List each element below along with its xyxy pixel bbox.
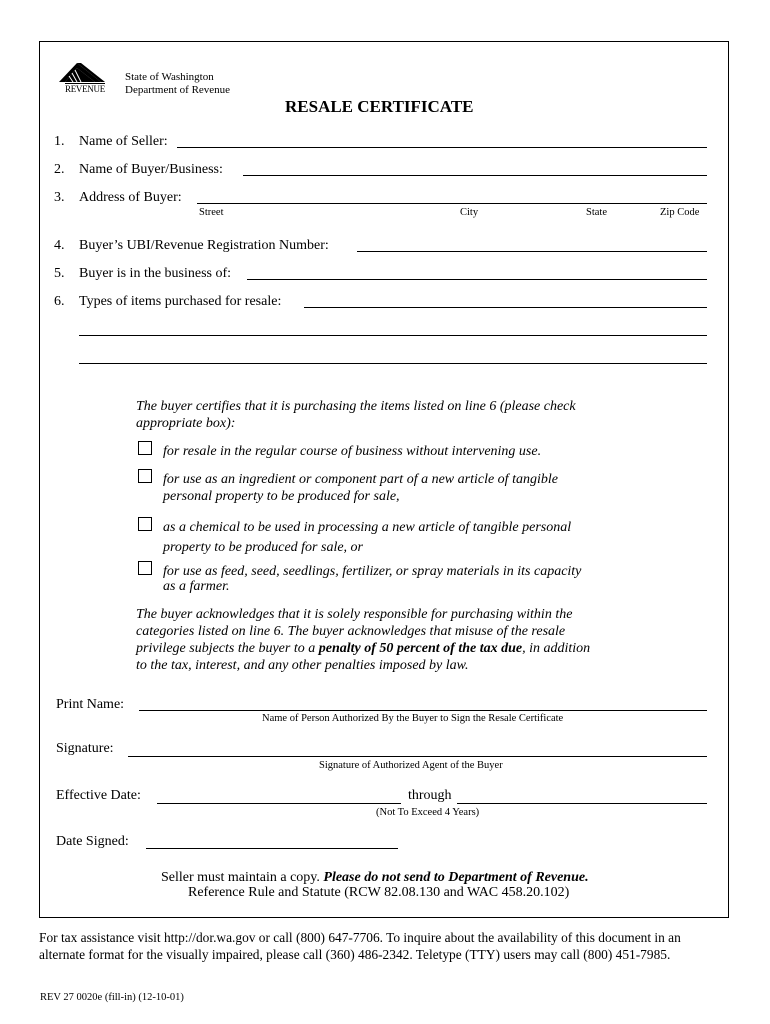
acknowledge-4: to the tax, interest, and any other penalties imposed by law. [136, 658, 469, 673]
field-3-number: 3. [54, 190, 65, 205]
field-1-number: 1. [54, 134, 65, 149]
option-2-checkbox[interactable] [138, 469, 152, 483]
certify-intro-2: appropriate box): [136, 416, 236, 431]
buyer-name-input[interactable] [243, 175, 707, 176]
reference-rule: Reference Rule and Statute (RCW 82.08.130 and WAC 458.20.102) [188, 885, 570, 900]
effective-date-from-input[interactable] [157, 803, 401, 804]
signature-caption: Signature of Authorized Agent of the Buyer [319, 760, 503, 771]
field-2-label: Name of Buyer/Business: [79, 162, 223, 177]
address-street-label: Street [199, 207, 224, 218]
revenue-logo [55, 60, 110, 98]
option-3-checkbox[interactable] [138, 517, 152, 531]
items-resale-input-line-2[interactable] [79, 335, 707, 336]
option-2-text-2: personal property to be produced for sale, [163, 489, 400, 504]
agency-line-1: State of Washington [125, 71, 214, 83]
address-state-label: State [586, 207, 607, 218]
effective-date-label: Effective Date: [56, 788, 141, 803]
acknowledge-3c: , in addition [522, 641, 591, 656]
acknowledge-1: The buyer acknowledges that it is solely responsible for purchasing within the [136, 607, 573, 622]
field-2-number: 2. [54, 162, 65, 177]
option-3-text-1: as a chemical to be used in processing a new article of tangible personal [163, 520, 572, 535]
assistance-line-1: For tax assistance visit http://dor.wa.gov or call (800) 647-7706. To inquire about the availability of this document in an [39, 930, 681, 945]
items-resale-input[interactable] [304, 307, 707, 308]
page-title: RESALE CERTIFICATE [285, 97, 474, 116]
option-4-checkbox[interactable] [138, 561, 152, 575]
option-3-text-2: property to be produced for sale, or [163, 540, 363, 555]
field-1-label: Name of Seller: [79, 134, 168, 149]
field-4-label: Buyer’s UBI/Revenue Registration Number: [79, 238, 329, 253]
address-city-label: City [460, 207, 479, 218]
print-name-input[interactable] [139, 710, 707, 711]
print-name-caption: Name of Person Authorized By the Buyer to Sign the Resale Certificate [262, 713, 564, 724]
acknowledge-3a: privilege subjects the buyer to a [136, 641, 319, 656]
effective-date-caption: (Not To Exceed 4 Years) [376, 807, 480, 818]
effective-date-to-input[interactable] [457, 803, 707, 804]
buyer-address-input[interactable] [197, 203, 707, 204]
signature-input[interactable] [128, 756, 707, 757]
option-2-text-1: for use as an ingredient or component part of a new article of tangible [163, 472, 558, 487]
field-6-number: 6. [54, 294, 65, 309]
seller-copy-note [161, 870, 589, 886]
date-signed-input[interactable] [146, 848, 398, 849]
field-5-label: Buyer is in the business of: [79, 266, 232, 281]
option-4-text-1: for use as feed, seed, seedlings, fertilizer, or spray materials in its capacity [163, 564, 582, 579]
acknowledge-3 [136, 640, 590, 657]
field-3-label: Address of Buyer: [79, 190, 182, 205]
option-4-text-2: as a farmer. [163, 579, 230, 594]
items-resale-input-line-3[interactable] [79, 363, 707, 364]
business-type-input[interactable] [247, 279, 707, 280]
option-1-text: for resale in the regular course of business without intervening use. [163, 444, 542, 459]
seller-name-input[interactable] [177, 147, 707, 148]
form-id: REV 27 0020e (fill-in) (12-10-01) [40, 992, 184, 1003]
through-label: through [408, 788, 452, 803]
address-zip-label: Zip Code [660, 207, 700, 218]
agency-line-2: Department of Revenue [125, 84, 231, 96]
date-signed-label: Date Signed: [56, 834, 129, 849]
field-4-number: 4. [54, 238, 65, 253]
ubi-number-input[interactable] [357, 251, 707, 252]
penalty-text: penalty of 50 percent of the tax due [318, 641, 523, 656]
field-6-label: Types of items purchased for resale: [79, 294, 282, 309]
assistance-line-2: alternate format for the visually impaired, please call (360) 486-2342. Teletype (TTY) users may call (800) 451-7985. [39, 947, 671, 962]
field-5-number: 5. [54, 266, 65, 281]
signature-label: Signature: [56, 741, 114, 756]
certify-intro-1: The buyer certifies that it is purchasing the items listed on line 6 (please check [136, 399, 576, 414]
option-1-checkbox[interactable] [138, 441, 152, 455]
acknowledge-2: categories listed on line 6. The buyer acknowledges that misuse of the resale [136, 624, 566, 639]
logo-label: REVENUE [65, 84, 105, 94]
do-not-send-text: Please do not send to Department of Revenue. [323, 870, 589, 885]
seller-copy-text: Seller must maintain a copy. [161, 870, 324, 885]
print-name-label: Print Name: [56, 697, 125, 712]
